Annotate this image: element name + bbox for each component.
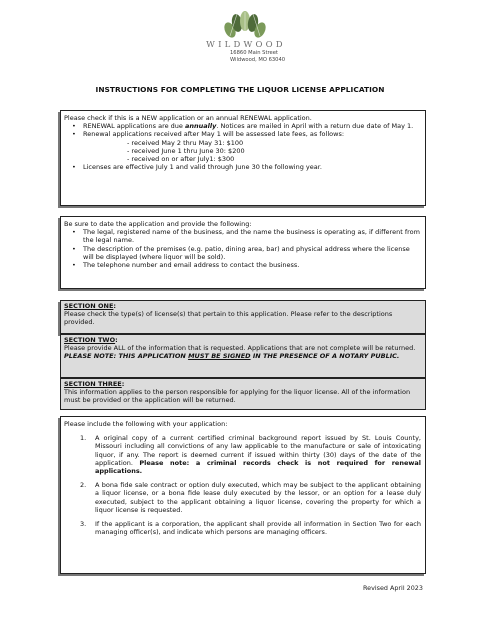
item-text: A original copy of a current certified criminal background report issued by St. Louis County, Missouri including all convictions of any law applicable to the manufacture or sale of intoxicating liquor, if any. The report is deemed current if issued within thirty (30) days of the date of the application.: [95, 434, 421, 467]
list-item: [64, 122, 421, 130]
item-note: Please note: a criminal records check is not required for renewal applications.: [95, 458, 421, 476]
section-one-text: Please check the type(s) of license(s) that pertain to this application. Please refer to the descriptions provided.: [64, 310, 393, 327]
list-item: [64, 434, 421, 475]
section-two-body: Please provide ALL of the information that is requested. Applications that are not complete will be returned.: [64, 344, 416, 353]
heading-colon: :: [115, 336, 118, 344]
bullet-text: Renewal applications received after May 1 will be assessed late fees, as follows:: [83, 130, 345, 139]
bullet-emphasis: annually: [185, 122, 217, 131]
bullet-text: RENEWAL applications are due: [83, 122, 185, 131]
list-item: [64, 520, 421, 536]
item-text: A bona fide sale contract or option duly executed, which may be subject to the applicant obtaining a liquor license, or a bona fide lease duly executed by the lessor, or an option for a lease duly executed, subject to the applicant obtaining a liquor license, covering the property for which a liquor license is requested.: [95, 481, 421, 514]
section-two-box: [60, 334, 426, 378]
heading-colon: :: [121, 380, 125, 388]
late-fee-item: - received May 2 thru May 31: $100: [127, 138, 244, 147]
section-three-heading: SECTION THREE: [64, 380, 122, 388]
list-item: • The legal, registered name of the business, and the name the business is operating as, if different from the legal name.: [64, 228, 421, 244]
section-two-note-underlined: MUST BE SIGNED: [188, 352, 251, 361]
late-fee-list: [83, 139, 421, 164]
item-number: 3.: [80, 520, 87, 529]
list-item: [64, 130, 421, 163]
address-line-1: 16860 Main Street: [230, 50, 278, 56]
late-fee-item: - received on or after July1: $300: [127, 155, 235, 164]
wildwood-leaf-logo-icon: [224, 10, 266, 38]
attachments-list: [64, 434, 421, 536]
list-item: • The telephone number and email address to contact the business.: [64, 261, 421, 269]
item-number: 1.: [80, 434, 87, 443]
address-block: [230, 50, 310, 63]
revision-date: Revised April 2023: [363, 584, 423, 592]
list-item: [64, 481, 421, 514]
section-two-heading: SECTION TWO: [64, 336, 116, 344]
late-fee-item: - received June 1 thru June 30: $200: [127, 146, 245, 155]
list-item: • Licenses are effective July 1 and valid through June 30 the following year.: [64, 163, 421, 171]
box2-bullets: [64, 228, 421, 269]
attachments-box: [60, 416, 426, 574]
application-type-box: [60, 110, 426, 206]
section-three-text: This information applies to the person responsible for applying for the liquor license. All of the information must be provided or the application will be returned.: [64, 388, 411, 405]
box6-intro: Please include the following with your application:: [64, 420, 228, 428]
address-line-2: Wildwood, MO 63040: [230, 56, 286, 63]
item-number: 2.: [80, 481, 87, 490]
section-three-box: [60, 378, 426, 410]
required-info-box: [60, 216, 426, 289]
box1-intro: Please check if this is a NEW application or an annual RENEWAL application.: [64, 114, 312, 122]
bullet-text: . Notices are mailed in April with a return due date of May 1.: [216, 122, 414, 131]
section-two-note: IN THE PRESENCE OF A NOTARY PUBLIC.: [250, 352, 400, 361]
box1-bullets: [64, 122, 421, 171]
box2-intro: Be sure to date the application and provide the following:: [64, 220, 252, 228]
heading-colon: :: [113, 302, 116, 310]
section-one-box: [60, 300, 426, 334]
section-one-heading: SECTION ONE: [64, 302, 114, 310]
section-two-text: [64, 344, 421, 360]
list-item: • The description of the premises (e.g. patio, dining area, bar) and physical address where the license will be displayed (where liquor will be sold).: [64, 245, 421, 261]
section-two-note: PLEASE NOTE: THIS APPLICATION: [64, 352, 189, 361]
brand-name: WILDWOOD: [206, 40, 286, 50]
item-text: If the applicant is a corporation, the applicant shall provide all information in Section Two for each managing officer(s), and indicate which persons are managing officers.: [95, 520, 421, 537]
page-title: INSTRUCTIONS FOR COMPLETING THE LIQUOR LICENSE APPLICATION: [95, 85, 385, 94]
